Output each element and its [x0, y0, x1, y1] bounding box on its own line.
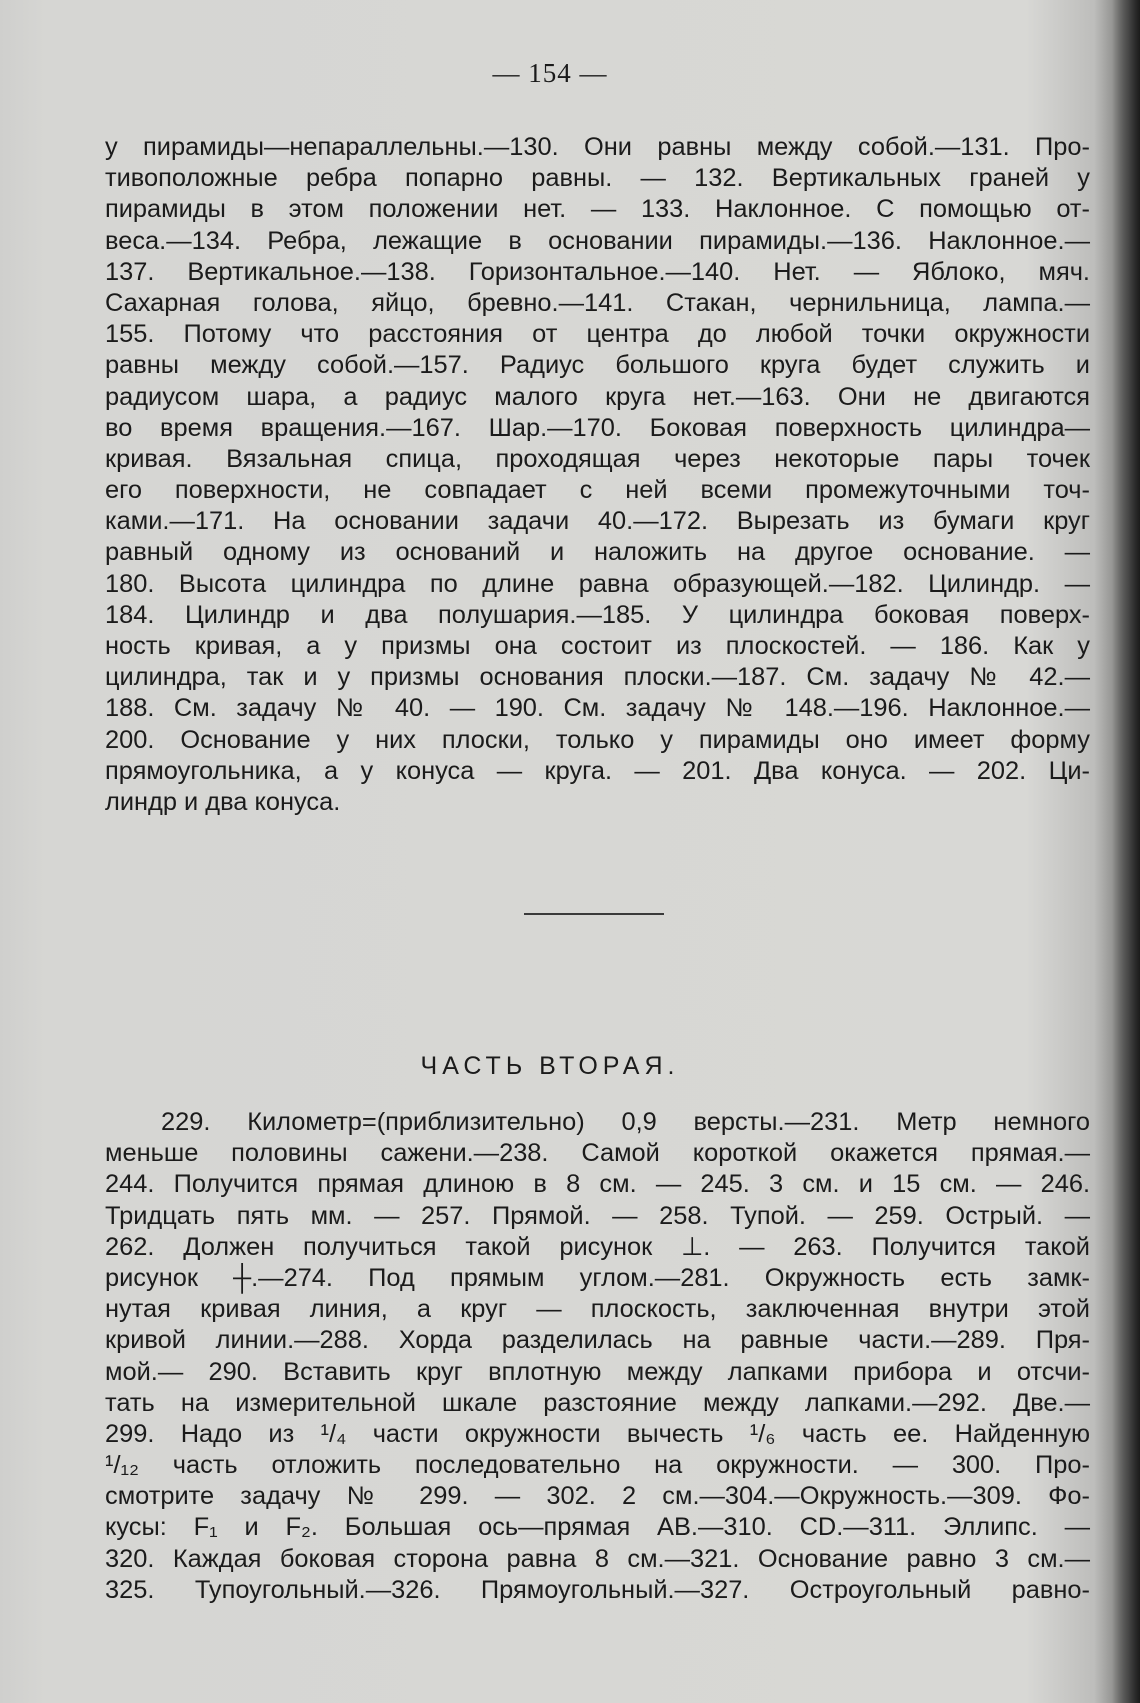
text-line: цилиндра, так и у призмы основания плоски.—187. См. задачу № 42.— [105, 663, 1090, 692]
text-line: тивоположные ребра попарно равны. — 132. Вертикальных граней у [105, 164, 1090, 193]
text-line: кривая. Вязальная спица, проходящая через некоторые пары точек [105, 444, 1090, 473]
text-line: 184. Цилиндр и два полушария.—185. У цилиндра боковая поверх- [105, 600, 1090, 629]
text-line: линдр и два конуса. [105, 787, 341, 816]
answers-block-part-two [105, 1107, 1090, 1606]
text-line: Сахарная голова, яйцо, бревно.—141. Стакан, чернильница, лампа.— [105, 288, 1090, 317]
text-line: 320. Каждая боковая сторона равна 8 см.—321. Основание равно 3 см.— [105, 1544, 1090, 1573]
text-line: 262. Должен получиться такой рисунок ⊥. — 263. Получится такой [105, 1232, 1090, 1261]
text-line: 229. Километр=(приблизительно) 0,9 версты.—231. Метр немного [161, 1108, 1090, 1136]
text-line: у пирамиды—непараллельны.—130. Они равны между собой.—131. Про- [105, 133, 1090, 161]
text-line: тать на измерительной шкале разстояние между лапками.—292. Две.— [105, 1388, 1090, 1417]
text-line: рисунок ┼.—274. Под прямым углом.—281. Окружность есть замк- [105, 1263, 1090, 1292]
text-line: равный одному из оснований и наложить на другое основание. — [105, 538, 1090, 567]
text-line: ¹/₁₂ часть отложить последовательно на окружности. — 300. Про- [105, 1451, 1090, 1480]
text-line: 200. Основание у них плоски, только у пирамиды оно имеет форму [105, 725, 1090, 754]
text-line: Тридцать пять мм. — 257. Прямой. — 258. Тупой. — 259. Острый. — [105, 1201, 1090, 1230]
text-line: 188. См. задачу № 40. — 190. См. задачу № 148.—196. Наклонное.— [105, 694, 1090, 723]
text-line: ность кривая, а у призмы она состоит из плоскостей. — 186. Как у [105, 632, 1090, 660]
text-line: 180. Высота цилиндра по длине равна образующей.—182. Цилиндр. — [105, 569, 1090, 598]
text-line: 325. Тупоугольный.—326. Прямоугольный.—327. Остроугольный равно- [105, 1575, 1090, 1604]
text-line: пирамиды в этом положении нет. — 133. Наклонное. С помощью от- [105, 195, 1090, 224]
text-line: равны между собой.—157. Радиус большого круга будет служить и [105, 351, 1090, 380]
text-line: его поверхности, не совпадает с ней всеми промежуточными точ- [105, 476, 1090, 505]
answers-block-part-one [105, 132, 1090, 818]
text-line: 299. Надо из ¹/₄ части окружности вычесть ¹/₆ часть ее. Найденную [105, 1419, 1090, 1448]
spine-shadow [1112, 0, 1140, 1703]
text-line: смотрите задачу № 299. — 302. 2 см.—304.—Окружность.—309. Фо- [105, 1482, 1090, 1511]
text-line: меньше половины сажени.—238. Самой короткой окажется прямая.— [105, 1139, 1090, 1168]
text-line: нутая кривая линия, а круг — плоскость, заключенная внутри этой [105, 1295, 1090, 1324]
section-divider [524, 913, 664, 915]
text-line: кривой линии.—288. Хорда разделилась на равные части.—289. Пря- [105, 1326, 1090, 1355]
text-line: во время вращения.—167. Шар.—170. Боковая поверхность цилиндра— [105, 413, 1090, 442]
text-line: прямоугольника, а у конуса — круга. — 201. Два конуса. — 202. Ци- [105, 756, 1090, 785]
text-line: радиусом шара, а радиус малого круга нет.—163. Они не двигаются [105, 382, 1090, 411]
text-line: мой.— 290. Вставить круг вплотную между лапками прибора и отсчи- [105, 1357, 1090, 1386]
text-line: ками.—171. На основании задачи 40.—172. Вырезать из бумаги круг [105, 507, 1090, 536]
text-line: 155. Потому что расстояния от центра до любой точки окружности [105, 320, 1090, 349]
text-line: кусы: F₁ и F₂. Большая ось—прямая AB.—310. CD.—311. Эллипс. — [105, 1513, 1090, 1542]
page-number: — 154 — [492, 58, 608, 88]
text-line: 244. Получится прямая длиною в 8 см. — 245. 3 см. и 15 см. — 246. [105, 1170, 1090, 1199]
section-title: ЧАСТЬ ВТОРАЯ. [420, 1052, 680, 1080]
text-line: веса.—134. Ребра, лежащие в основании пирамиды.—136. Наклонное.— [105, 226, 1090, 255]
text-line: 137. Вертикальное.—138. Горизонтальное.—140. Нет. — Яблоко, мяч. [105, 257, 1090, 286]
